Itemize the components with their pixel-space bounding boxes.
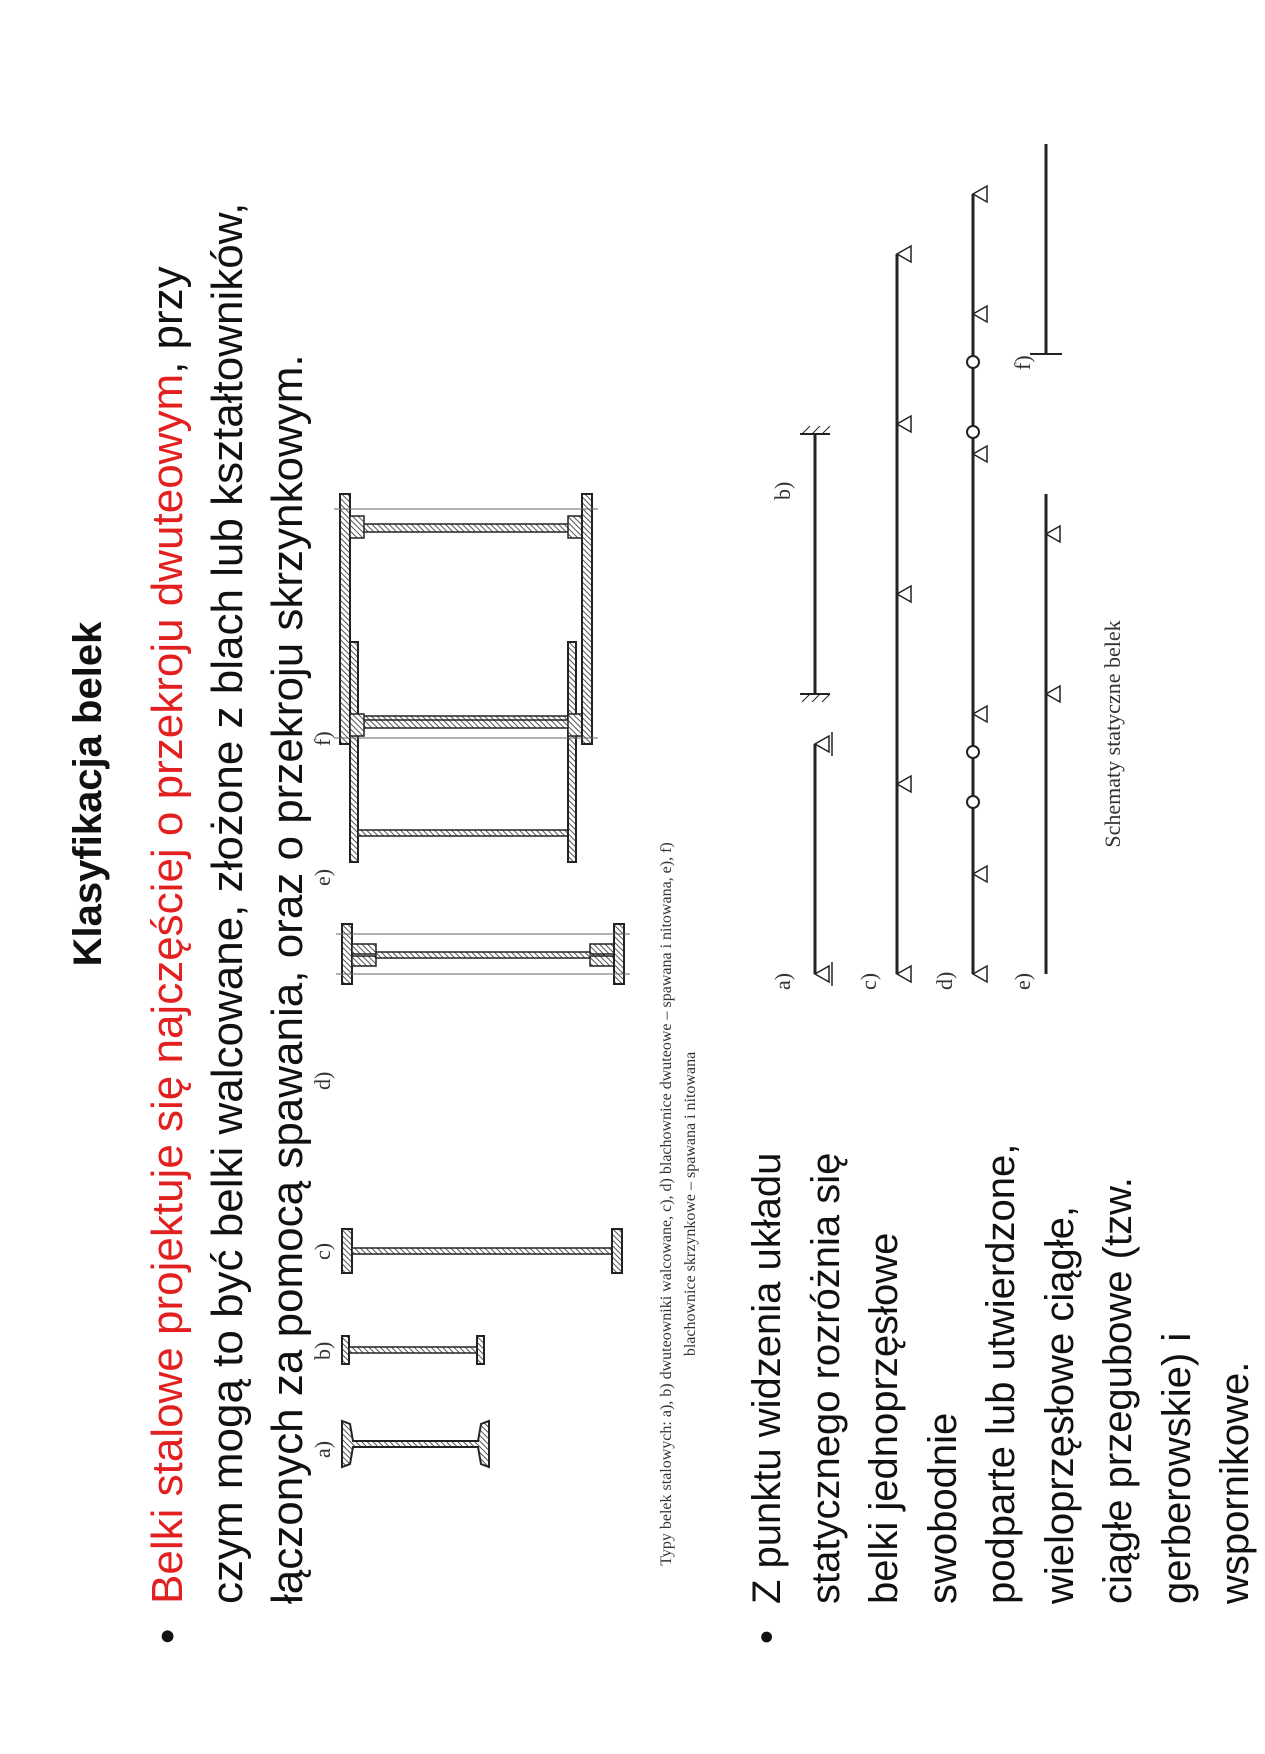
bullet2-line: podparte lub utwierdzone, — [979, 1143, 1023, 1604]
sections-caption: Typy belek stalowych: a), b) dwuteowniki walcowane, c), d) blachownice dwuteowe – spawana i nitowana, e), f) blachownice skrzynkowe – spawana i nitowana — [658, 842, 699, 1566]
highlight-text: Belki stalowe projektuje się najczęściej o przekroju dwuteowym — [143, 373, 192, 1604]
section-label-c: c) — [310, 1242, 335, 1260]
scheme-f-cantilever — [1030, 144, 1062, 354]
scheme-label-c: c) — [856, 972, 881, 990]
bullet2-line: Z punktu widzenia układu — [745, 1152, 789, 1604]
section-label-a: a) — [310, 1440, 335, 1458]
slide-title: Klasyfikacja belek — [66, 621, 110, 967]
bullet2-line: statycznego rozróżnia się — [803, 1152, 848, 1604]
section-label-e: e) — [310, 868, 335, 886]
scheme-c-continuous — [897, 246, 911, 982]
bullet-body-text: , przy czym mogą to być belki walcowane, złożone z blach lub kształtowników, łączonych za pomocą spawania, oraz o przekroju skrzynkowym. — [143, 202, 312, 1604]
bullet2-line: ciągłe przegubowe (tzw. — [1096, 1177, 1140, 1604]
section-label-f: f) — [310, 731, 335, 746]
scheme-d-gerber — [967, 186, 987, 982]
scheme-label-b: b) — [770, 481, 795, 500]
scheme-a-simply-supported — [815, 732, 832, 986]
bullet-marker: • — [745, 1629, 789, 1644]
schemes-caption: Schematy statyczne belek — [1100, 620, 1125, 848]
section-label-b: b) — [310, 1341, 335, 1360]
bullet-marker: • — [143, 1628, 192, 1644]
scheme-e-overhang — [1046, 494, 1060, 974]
scheme-label-a: a) — [770, 972, 795, 990]
scheme-label-f: f) — [1010, 355, 1035, 370]
scheme-label-d: d) — [932, 971, 957, 990]
bullet2-line: gerberowskie) i wspornikowe. — [1154, 1332, 1257, 1604]
scheme-b-fixed — [800, 426, 830, 702]
scheme-label-e: e) — [1010, 972, 1035, 990]
section-label-d: d) — [310, 1071, 335, 1090]
bullet2-line: belki jednoprzęsłowe swobodnie — [862, 1232, 965, 1604]
bullet2-line: wieloprzęsłowe ciągłe, — [1037, 1206, 1082, 1604]
